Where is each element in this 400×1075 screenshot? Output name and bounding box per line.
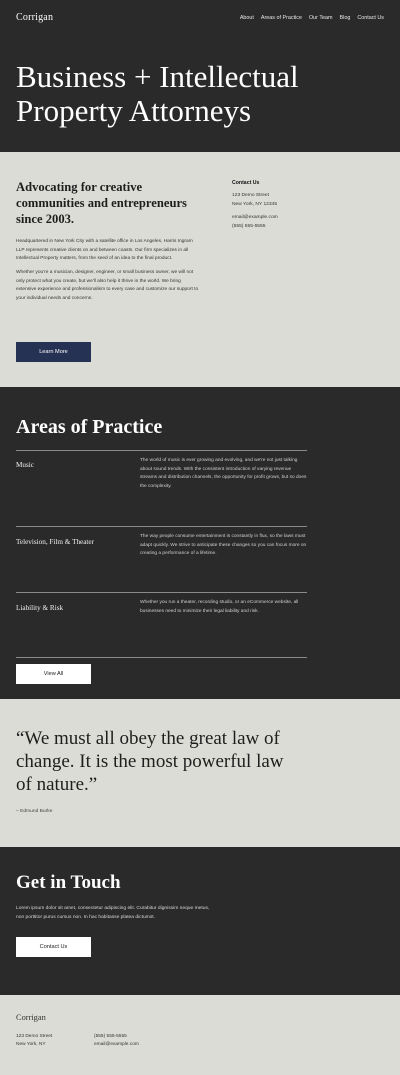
learn-more-button[interactable]: Learn More <box>16 342 91 362</box>
contact-us-button[interactable]: Contact Us <box>16 937 91 957</box>
footer-phone[interactable]: (555) 555-5555 <box>94 1034 127 1039</box>
practice-name-tv-film-theater[interactable]: Television, Film & Theater <box>16 538 95 546</box>
intro-paragraph-1: Headquartered in New York City with a satellite office in Los Angeles, Harris Ingram LLP represents creative clients on and between coasts. Our firm specializes in all Intellectual Property matters, from the seed of an idea to the final product. <box>16 239 193 262</box>
areas-title: Areas of Practice <box>16 416 163 438</box>
practice-desc-liability-risk: Whether you run a theater, recording studio, or an eCommerce website, all businesses need to minimize their legal liability and risk. <box>140 600 299 614</box>
hero-title-line-2: Property Attorneys <box>16 93 252 128</box>
practice-divider <box>16 657 307 658</box>
practice-name-liability-risk[interactable]: Liability & Risk <box>16 604 64 612</box>
footer <box>0 995 400 1075</box>
footer-address-1: 123 Demo Street <box>16 1034 53 1039</box>
get-in-touch-title: Get in Touch <box>16 872 121 893</box>
hero-section <box>0 0 400 152</box>
nav-about[interactable]: About <box>239 15 254 21</box>
get-in-touch-section <box>0 847 400 995</box>
quote-section <box>0 699 400 847</box>
contact-title: Contact Us <box>232 180 260 186</box>
contact-email[interactable]: email@example.com <box>232 215 278 221</box>
quote-text: “We must all obey the great law of change. It is the most powerful law of nature.” <box>16 728 284 795</box>
footer-address <box>16 1033 52 1049</box>
nav-blog[interactable]: Blog <box>339 15 351 21</box>
nav-contact-us[interactable]: Contact Us <box>357 15 384 21</box>
site-logo[interactable]: Corrigan <box>16 12 54 23</box>
practice-name-music[interactable]: Music <box>16 461 34 469</box>
footer-address-2: New York, NY <box>16 1042 46 1048</box>
hero-title-line-1: Business + Intellectual <box>16 59 299 94</box>
nav-our-team[interactable]: Our Team <box>308 15 333 21</box>
intro-paragraph-2: Whether you're a musician, designer, engineer, or small business owner, we will not only protect what you create, but we'll also help it thrive in the world. We bring extensive experience and professionalism to every case and customize our support to your individual needs and concerns. <box>16 270 199 301</box>
contact-block <box>232 179 362 231</box>
intro-heading: Advocating for creative communities and entrepreneurs since 2003. <box>16 180 187 226</box>
areas-section <box>0 387 400 699</box>
contact-address-1: 123 Demo Street <box>232 193 269 199</box>
quote-author: – Edmund Burke <box>16 809 53 814</box>
footer-logo[interactable]: Corrigan <box>16 1013 46 1022</box>
get-in-touch-text: Lorem ipsum dolor sit amet, consectetur adipiscing elit. Curabitur dignissim neque metus, non porttitor purus cursus non. In hac habitasse platea dictumst. <box>16 906 210 920</box>
practice-divider <box>16 526 307 527</box>
practice-desc-tv-film-theater: The way people consume entertainment is constantly in flux, so the laws must adapt quickly. We strive to anticipate these changes so you can focus more on creating a performance of a lifetime. <box>140 534 307 557</box>
view-all-button[interactable]: View All <box>16 664 91 684</box>
practice-divider <box>16 592 307 593</box>
contact-address-2: New York, NY 12345 <box>232 201 278 207</box>
practice-desc-music: The world of music is ever growing and evolving, and we're not just talking about sound trends. With the consistent introduction of varying revenue streams and distribution channels, the opportunity for profit grows, but so does the complexity. <box>140 458 307 489</box>
contact-phone[interactable]: (555) 555-5555 <box>232 223 266 229</box>
nav-areas-of-practice[interactable]: Areas of Practice <box>260 15 302 21</box>
main-nav <box>240 15 384 21</box>
hero-title <box>16 60 356 128</box>
footer-email[interactable]: email@example.com <box>94 1042 139 1048</box>
footer-contact <box>94 1033 139 1049</box>
practice-divider <box>16 450 307 451</box>
intro-section <box>0 152 400 387</box>
